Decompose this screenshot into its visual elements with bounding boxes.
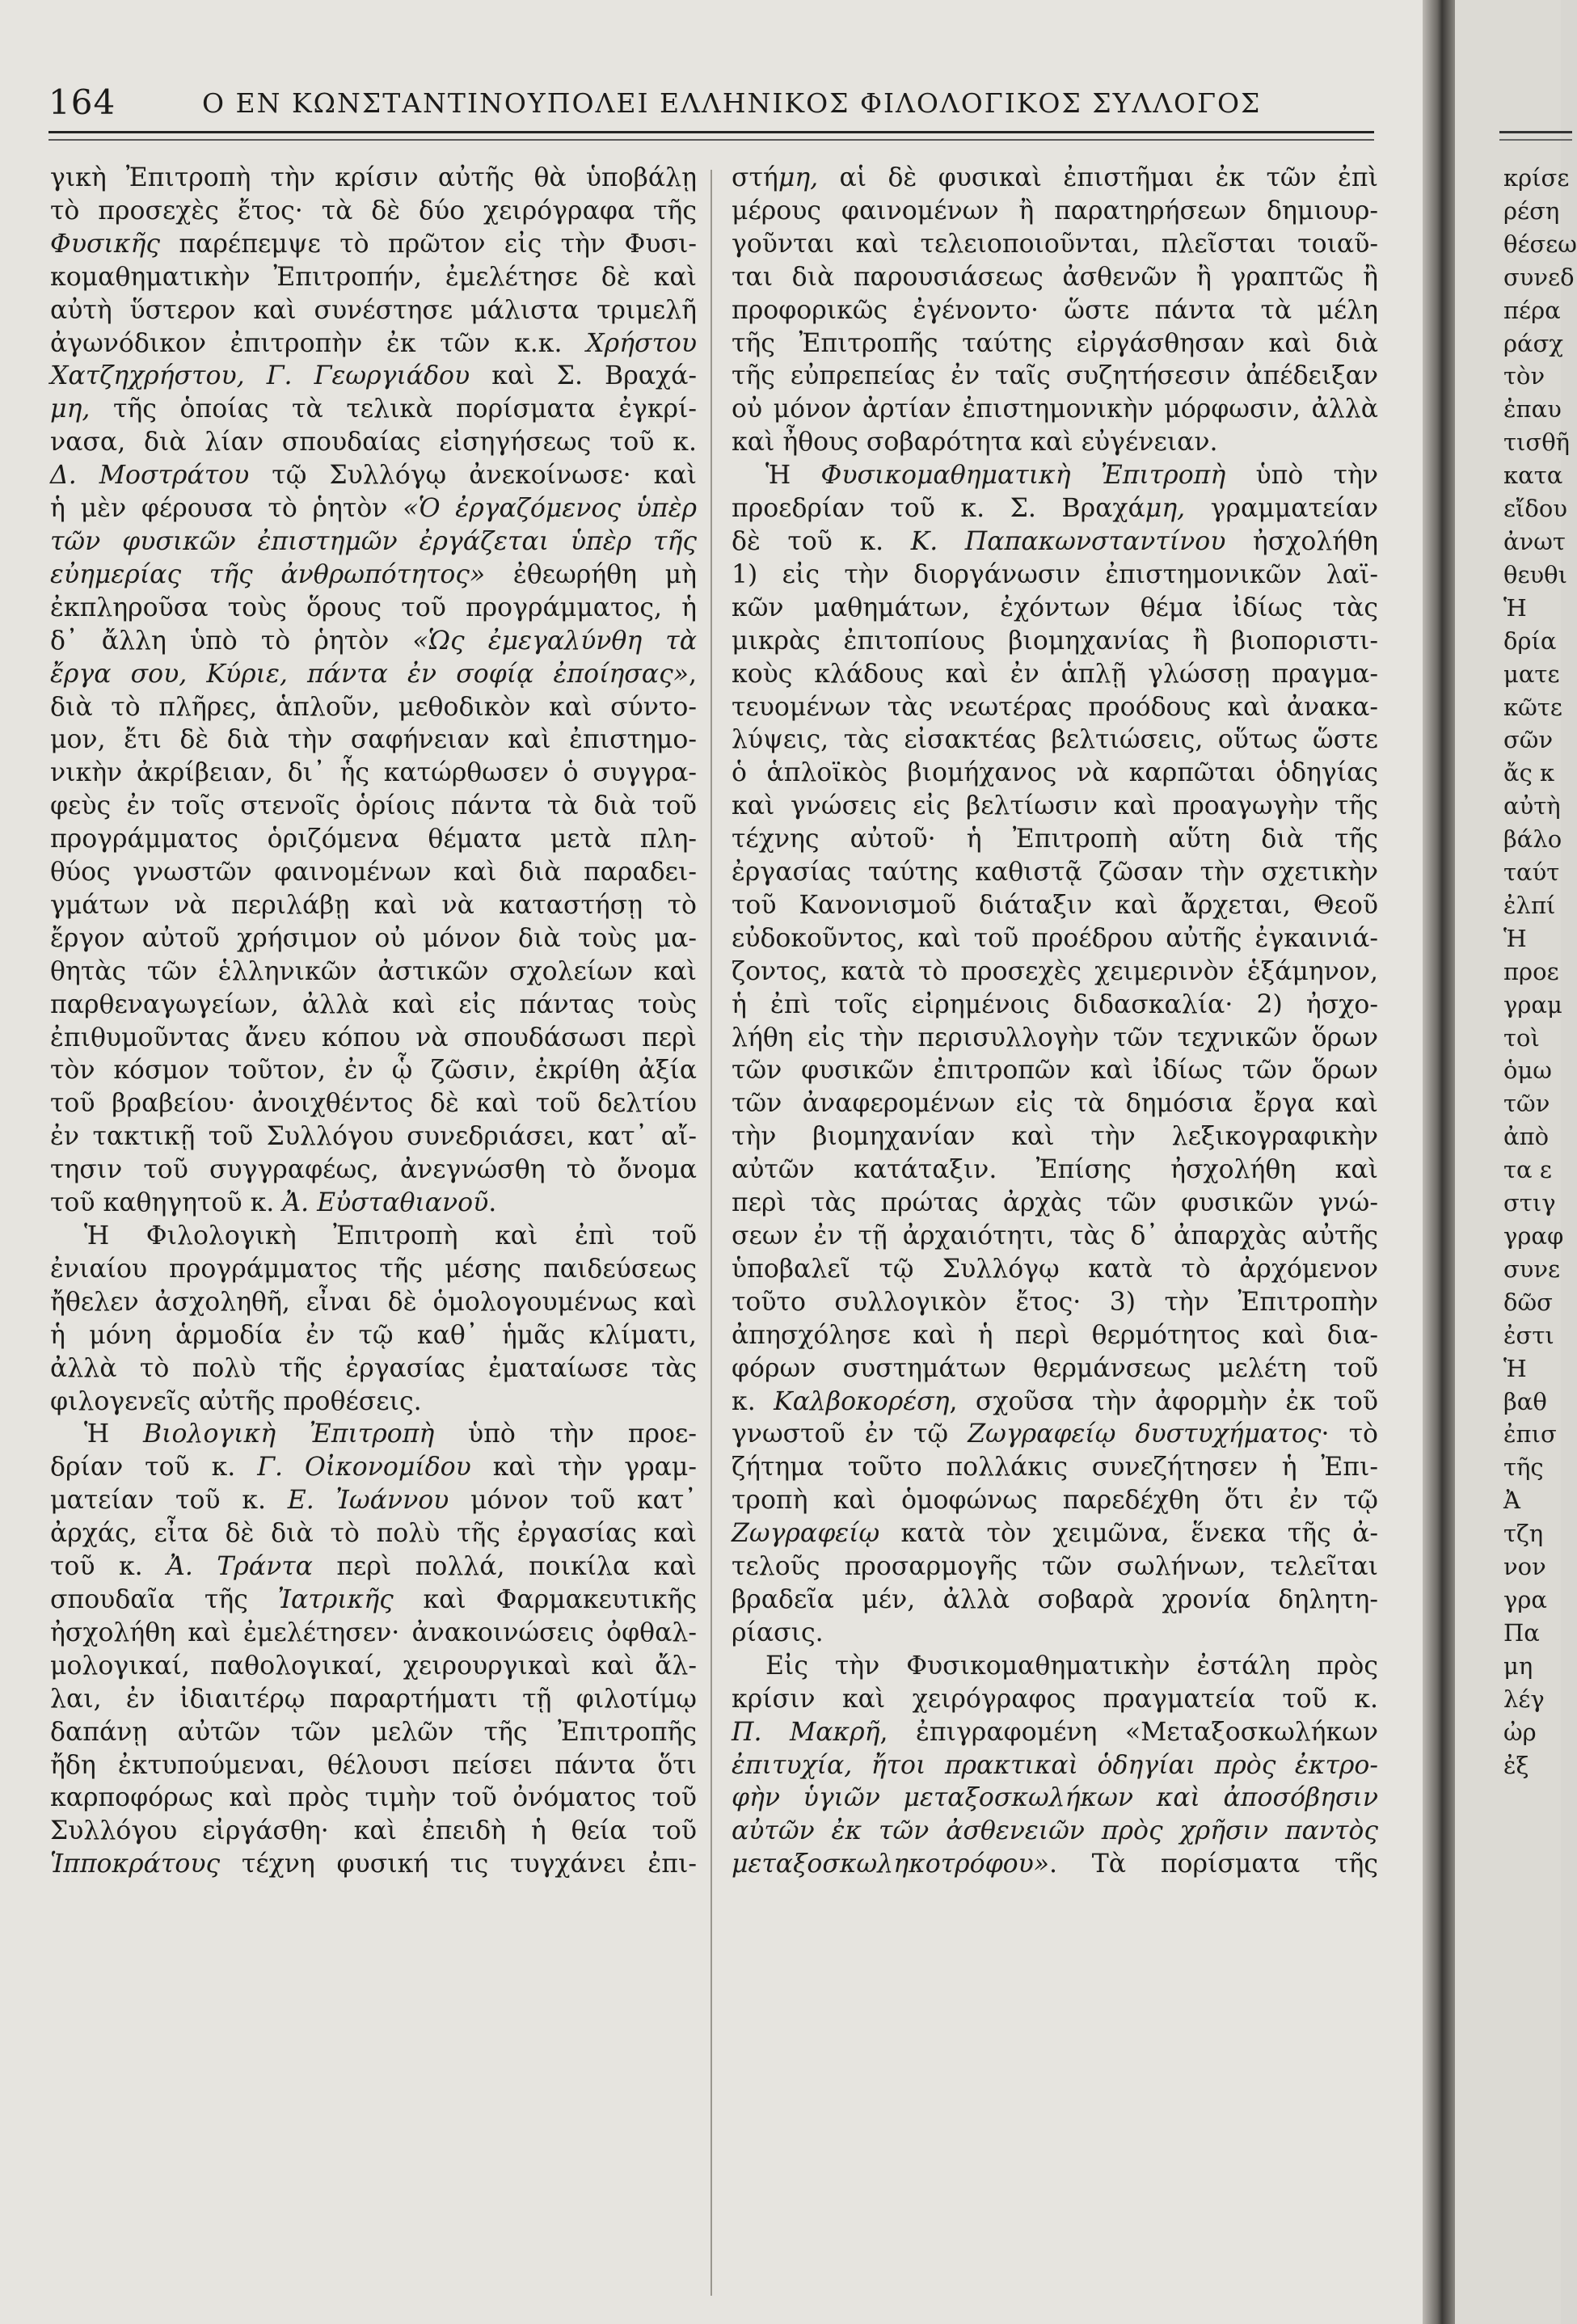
text-line: τὸν κόσμον τοῦτον, ἐν ᾧ ζῶσιν, ἐκρίθη ἀξία [50,1056,697,1086]
facing-page-fragment: πέρα [1503,296,1561,324]
text-line: διὰ τὸ πλῆρες, ἁπλοῦν, μεθοδικὸν καὶ σύντο- [50,692,697,722]
text-line: μολογικαί, παθολογικαί, χειρουργικαὶ καὶ ἄλ- [50,1651,697,1681]
facing-page-fragment: ἀνωτ [1503,527,1566,555]
text-line: τέχνης αὐτοῦ· ἡ Ἐπιτροπὴ αὕτη διὰ τῆς [732,825,1378,854]
text-line: ἀρχάς, εἶτα δὲ διὰ τὸ πολὺ τῆς ἐργασίας καὶ [50,1519,697,1549]
facing-page-fragment: κατα [1503,462,1563,490]
text-line: λήθη εἰς τὴν περισυλλογὴν τῶν τεχνικῶν ὅρων [732,1023,1378,1052]
text-line: ἐπιτυχία, ἤτοι πρακτικαὶ ὁδηγίαι πρὸς ἐκτρο- [732,1750,1378,1780]
facing-page-fragment: τισθῆ [1503,428,1571,457]
text-line: ζοντος, κατὰ τὸ προσεχὲς χειμερινὸν ἑξάμηνον, [732,956,1378,986]
text-line: βραδεῖα μέν, ἀλλὰ σοβαρὰ χρονία δηλητη- [732,1584,1378,1614]
text-line: τελοῦς προσαρμογῆς τῶν σωλήνων, τελεῖται [732,1552,1378,1582]
text-line: Χατζηχρήστου, Γ. Γεωργιάδου καὶ Σ. Βραχά- [50,361,697,391]
text-line: Ἡ Βιολογικὴ Ἐπιτροπὴ ὑπὸ τὴν προε- [84,1419,697,1449]
text-line: Π. Μακρῆ, ἐπιγραφομένη «Μεταξοσκωλήκων [732,1717,1378,1747]
text-line: Ζωγραφείῳ κατὰ τὸν χειμῶνα, ἕνεκα τῆς ἀ- [732,1519,1378,1549]
text-line: δρίαν τοῦ κ. Γ. Οἰκονομίδου καὶ τὴν γραμ- [50,1453,697,1483]
text-line: ἡ ἐπὶ τοῖς εἰρημένοις διδασκαλία· 2) ἠσχο- [732,989,1378,1019]
text-line: λύψεις, τὰς εἰσακτέας βελτιώσεις, οὕτως ὥστε [732,725,1378,755]
facing-page-fragment: στιγ [1503,1189,1556,1217]
text-line: κοὺς κλάδους καὶ ἐν ἁπλῇ γλώσσῃ πραγμα- [732,659,1378,689]
text-line: ἔργον αὐτοῦ χρήσιμον οὐ μόνον διὰ τοὺς μα- [50,923,697,953]
text-line: Συλλόγου εἰργάσθη· καὶ ἐπειδὴ ἡ θεία τοῦ [50,1816,697,1846]
text-line: τῆς εὐπρεπείας ἐν ταῖς συζητήσεσιν ἀπέδειξαν [732,361,1378,391]
header-title: Ο ΕΝ ΚΩΝΣΤΑΝΤΙΝΟΥΠΟΛΕΙ ΕΛΛΗΝΙΚΟΣ ΦΙΛΟΛΟΓΙΚΟΣ ΣΥΛΛΟΓΟΣ [202,87,1262,119]
text-line: αὐτῶν ἐκ τῶν ἀσθενειῶν πρὸς χρῆσιν παντὸς [732,1816,1378,1846]
facing-page-fragment: βάλο [1503,825,1562,854]
text-line: ἀγωνόδικον ἐπιτροπὴν ἐκ τῶν κ.κ. Χρήστου [50,328,697,358]
text-line: γμάτων νὰ περιλάβῃ καὶ νὰ καταστήσῃ τὸ [50,890,697,920]
text-line: καὶ ἦθους σοβαρότητα καὶ εὐγένειαν. [732,428,1218,458]
facing-page-fragment: τζη [1503,1520,1544,1548]
facing-page-fragment: ράσχ [1503,329,1564,357]
facing-header-rule-thin [1499,139,1572,141]
text-line: ἐκπληροῦσα τοὺς ὅρους τοῦ προγράμματος, ἡ [50,593,697,622]
text-line: κομαθηματικὴν Ἐπιτροπήν, ἐμελέτησε δὲ καὶ [50,262,697,292]
facing-page-fragment: δῶσ [1503,1288,1553,1316]
text-line: τροπὴ καὶ ὁμοφώνως παρεδέχθη ὅτι ἐν τῷ [732,1486,1378,1516]
text-line: ἀπησχόλησε καὶ ἡ περὶ θερμότητος καὶ δια- [732,1320,1378,1350]
text-line: ἠσχολήθη καὶ ἐμελέτησεν· ἀνακοινώσεις ὀφθαλ- [50,1618,697,1647]
text-line: φεὺς ἐν τοῖς στενοῖς ὁρίοις πάντα τὰ διὰ τοῦ [50,791,697,821]
facing-page-fragment: αὐτὴ [1503,792,1561,820]
page-number: 164 [48,82,116,122]
text-line: 1) εἰς τὴν διοργάνωσιν ἐπιστημονικῶν λαϊ- [732,559,1378,589]
text-line: μη, τῆς ὁποίας τὰ τελικὰ πορίσματα ἐγκρί- [50,394,697,424]
text-line: καρποφόρως καὶ πρὸς τιμὴν τοῦ ὀνόματος τοῦ [50,1783,697,1813]
text-line: γοῦνται καὶ τελειοποιοῦνται, πλεῖσται τοιαῦ- [732,229,1378,259]
facing-page-fragment: κῶτε [1503,693,1562,721]
facing-page-fragment: ἐπισ [1503,1420,1557,1449]
facing-page-fragment: τοὶ [1503,1023,1540,1052]
text-line: τοῦ κ. Ἀ. Τράντα περὶ πολλά, ποικίλα καὶ [50,1552,697,1582]
text-line: τοῦτο συλλογικὸν ἔτος· 3) τὴν Ἐπιτροπὴν [732,1287,1378,1317]
text-line: δὲ τοῦ κ. Κ. Παπακωνσταντίνου ἠσχολήθη [732,526,1378,556]
facing-page-fragment: νον [1503,1553,1546,1581]
text-line: ἐπιθυμοῦντας ἄνευ κόπου νὰ σπουδάσωσι περὶ [50,1023,697,1052]
text-line: ρίασις. [732,1618,824,1647]
text-line: τησιν τοῦ συγγραφέως, ἀνεγνώσθη τὸ ὄνομα [50,1155,697,1185]
facing-page-fragment: συνε [1503,1255,1561,1283]
facing-page-fragment: Ἀ [1503,1487,1520,1515]
text-line: τῶν ἀναφερομένων εἰς τὰ δημόσια ἔργα καὶ [732,1089,1378,1119]
text-line: νικὴν ἀκρίβειαν, δι᾿ ἧς κατώρθωσεν ὁ συγγρα- [50,758,697,788]
text-line: σπουδαῖα τῆς Ἰατρικῆς καὶ Φαρμακευτικῆς [50,1584,697,1614]
running-head [48,74,1374,123]
text-line: ἡ μόνη ἁρμοδία ἐν τῷ καθ᾿ ἡμᾶς κλίματι, [50,1320,697,1350]
text-line: νασα, διὰ λίαν σπουδαίας εἰσηγήσεως τοῦ κ. [50,428,697,458]
facing-page-fragment: τῶν [1503,1090,1550,1118]
facing-page-fragment: ἐξ [1503,1751,1529,1779]
text-line: ἐργασίας ταύτης καθιστᾷ ζῶσαν τὴν σχετικὴν [732,858,1378,888]
text-line: μον, ἔτι δὲ διὰ τὴν σαφήνειαν καὶ ἐπιστημο- [50,725,697,755]
facing-page-fragment: Ἡ [1503,1354,1527,1382]
facing-page-fragment: Πα [1503,1618,1540,1647]
facing-page-fragment: κρίσε [1503,164,1570,192]
facing-page-fragment: ἐστι [1503,1321,1554,1349]
text-line: Δ. Μοστράτου τῷ Συλλόγῳ ἀνεκοίνωσε· καὶ [50,461,697,491]
facing-page-fragment: ἐπαυ [1503,395,1562,424]
text-line: κ. Καλβοκορέση, σχοῦσα τὴν ἀφορμὴν ἐκ τοῦ [732,1386,1378,1416]
text-line: προγράμματος ὁριζόμενα θέματα μετὰ πλη- [50,825,697,854]
text-line: τευομένων τὰς νεωτέρας προόδους καὶ ἀνακα- [732,692,1378,722]
text-line: ἀλλὰ τὸ πολὺ τῆς ἐργασίας ἐματαίωσε τὰς [50,1353,697,1383]
facing-page-edge [1455,0,1577,2324]
facing-page-fragment: ἐλπί [1503,891,1556,919]
left-column [50,162,697,1881]
text-line: κρίσιν καὶ χειρόγραφος πραγματεία τοῦ κ. [732,1684,1378,1714]
facing-page-fragment: ματε [1503,660,1560,688]
facing-page-fragment: ρέση [1503,196,1560,225]
facing-page-fragment: τῆς [1503,1453,1544,1482]
facing-page-fragment: λέγ [1503,1685,1545,1713]
text-line: καὶ γνώσεις εἰς βελτίωσιν καὶ προαγωγὴν τῆς [732,791,1378,821]
right-column [732,162,1378,1881]
text-line: τοῦ Κανονισμοῦ διάταξιν καὶ ἄρχεται, Θεοῦ [732,890,1378,920]
text-line: μικρὰς ἐπιτοπίους βιομηχανίας ἢ βιοποριστι- [732,626,1378,656]
facing-header-rule [1499,131,1572,133]
text-line: ἡ μὲν φέρουσα τὸ ῥητὸν «Ὁ ἐργαζόμενος ὑπὲρ [50,494,697,524]
text-line: φιλογενεῖς αὐτῆς προθέσεις. [50,1386,422,1416]
facing-page-fragment: δρία [1503,626,1557,655]
text-line: σεων ἐν τῇ ἀρχαιότητι, τὰς δ᾿ ἀπαρχὰς αὐτῆς [732,1221,1378,1251]
text-line: γικὴ Ἐπιτροπὴ τὴν κρίσιν αὐτῆς θὰ ὑποβάλῃ [50,163,697,192]
facing-page-fragment: θέσεω [1503,230,1577,258]
text-line: ματείαν τοῦ κ. Ε. Ἰωάννου μόνον τοῦ κατ᾿ [50,1486,697,1516]
text-line: δαπάνῃ αὐτῶν τῶν μελῶν τῆς Ἐπιτροπῆς [50,1717,697,1747]
text-line: ζήτημα τοῦτο πολλάκις συνεζήτησεν ἡ Ἐπι- [732,1453,1378,1483]
text-line: τῆς Ἐπιτροπῆς ταύτης εἰργάσθησαν καὶ διὰ [732,328,1378,358]
text-line: αὐτὴ ὕστερον καὶ συνέστησε μάλιστα τριμελῆ [50,295,697,325]
text-line: περὶ τὰς πρώτας ἀρχὰς τῶν φυσικῶν γνώ- [732,1188,1378,1218]
text-line: προεδρίαν τοῦ κ. Σ. Βραχάμη, γραμματείαν [732,494,1378,524]
header-rule [48,131,1374,133]
text-line: μέρους φαινομένων ἢ παρατηρήσεων δημιουρ- [732,196,1378,226]
text-line: Ἡ Φυσικομαθηματικὴ Ἐπιτροπὴ ὑπὸ τὴν [765,461,1378,491]
text-line: ἔργα σου, Κύριε, πάντα ἐν σοφίᾳ ἐποίησας», [50,659,697,689]
text-line: ἐν τακτικῇ τοῦ Συλλόγου συνεδριάσει, κατ᾿ αἴ- [50,1122,697,1152]
facing-page-fragment: ταύτ [1503,858,1560,887]
text-line: δ᾿ ἄλλη ὑπὸ τὸ ῥητὸν «Ὡς ἐμεγαλύνθη τὰ [50,626,697,656]
text-line: ὑποβαλεῖ τῷ Συλλόγῳ κατὰ τὸ ἀρχόμενον [732,1254,1378,1284]
text-line: φὴν ὑγιῶν μεταξοσκωλήκων καὶ ἀποσόβησιν [732,1783,1378,1813]
text-line: φόρων συστημάτων θερμάνσεως μελέτη τοῦ [732,1353,1378,1383]
text-line: στήμη, αἱ δὲ φυσικαὶ ἐπιστῆμαι ἐκ τῶν ἐπὶ [732,163,1378,192]
text-line: Εἰς τὴν Φυσικομαθηματικὴν ἐστάλη πρὸς [765,1651,1378,1681]
text-line: λαι, ἐν ἰδιαιτέρῳ παραρτήματι τῇ φιλοτίμῳ [50,1684,697,1714]
facing-page-fragment: ἄς κ [1503,759,1555,787]
text-line: μεταξοσκωληκοτρόφου». Τὰ πορίσματα τῆς [732,1849,1378,1879]
text-line: τῶν φυσικῶν ἐπιστημῶν ἐργάζεται ὑπὲρ τῆς [50,526,697,556]
facing-page-fragment: ὠρ [1503,1718,1537,1746]
text-line: κῶν μαθημάτων, ἐχόντων θέμα ἰδίως τὰς [732,593,1378,622]
facing-page-fragment: τα ε [1503,1156,1552,1184]
text-line: εὐδοκοῦντος, καὶ τοῦ προέδρου αὐτῆς ἐγκαινιά- [732,923,1378,953]
text-line: παρθεναγωγείων, ἀλλὰ καὶ εἰς πάντας τοὺς [50,989,697,1019]
text-line: ἤθελεν ἀσχοληθῆ, εἶναι δὲ ὁμολογουμένως καὶ [50,1287,697,1317]
facing-page-fragment: ἀπὸ [1503,1123,1550,1151]
facing-page-fragment: εἴδου [1503,495,1567,523]
facing-page-fragment: Ἡ [1503,924,1527,952]
text-line: προφορικῶς ἐγένοντο· ὥστε πάντα τὰ μέλη [732,295,1378,325]
facing-page-fragment: συνεδ [1503,263,1575,291]
text-line: ἤδη ἐκτυπούμεναι, θέλουσι πείσει πάντα ὅτι [50,1750,697,1780]
facing-page-fragment: βαθ [1503,1387,1547,1415]
facing-page-fragment: θευθι [1503,560,1567,588]
text-line: γνωστοῦ ἐν τῷ Ζωγραφείῳ δυστυχήματος· τὸ [732,1419,1378,1449]
text-line: ὁ ἁπλοϊκὸς βιομήχανος νὰ καρπῶται ὁδηγίας [732,758,1378,788]
book-gutter [1423,0,1455,2324]
column-divider [710,170,712,2296]
text-line: οὐ μόνον ἀρτίαν ἐπιστημονικὴν μόρφωσιν, ἀλλὰ [732,394,1378,424]
facing-page-fragment: ὁμω [1503,1057,1552,1085]
text-line: ται διὰ παρουσιάσεως ἀσθενῶν ἢ γραπτῶς ἢ [732,262,1378,292]
text-line: τῶν φυσικῶν ἐπιτροπῶν καὶ ἰδίως τῶν ὅρων [732,1056,1378,1086]
text-line: Ἡ Φιλολογικὴ Ἐπιτροπὴ καὶ ἐπὶ τοῦ [84,1221,697,1251]
facing-page-text-fragments [1455,162,1577,1782]
text-line: θητὰς τῶν ἑλληνικῶν ἀστικῶν σχολείων καὶ [50,956,697,986]
text-line: θύος γνωστῶν φαινομένων καὶ διὰ παραδει- [50,858,697,888]
facing-page-fragment: γραφ [1503,1222,1564,1250]
facing-page-fragment: σῶν [1503,726,1554,754]
text-line: τὸ προσεχὲς ἔτος· τὰ δὲ δύο χειρόγραφα τῆς [50,196,697,226]
facing-page-fragment: γραμ [1503,990,1562,1019]
text-line: τοῦ βραβείου· ἀνοιχθέντος δὲ καὶ τοῦ δελτίου [50,1089,697,1119]
text-line: τὴν βιομηχανίαν καὶ τὴν λεξικογραφικὴν [732,1122,1378,1152]
facing-page-fragment: γρα [1503,1585,1547,1613]
facing-page-fragment: προε [1503,957,1559,985]
text-line: τοῦ καθηγητοῦ κ. Ἀ. Εὐσταθιανοῦ. [50,1188,497,1218]
text-line: ἐνιαίου προγράμματος τῆς μέσης παιδεύσεως [50,1254,697,1284]
text-line: Φυσικῆς παρέπεμψε τὸ πρῶτον εἰς τὴν Φυσι- [50,229,697,259]
text-line: αὐτῶν κατάταξιν. Ἐπίσης ἠσχολήθη καὶ [732,1155,1378,1185]
facing-page-fragment: τὸν [1503,362,1545,390]
header-rule-thin [48,139,1374,141]
text-line: εὐημερίας τῆς ἀνθρωπότητος» ἐθεωρήθη μὴ [50,559,697,589]
facing-page-fragment: μη [1503,1651,1533,1680]
facing-page-fragment: Ἡ [1503,593,1527,622]
text-line: Ἱπποκράτους τέχνη φυσική τις τυγχάνει ἐπι- [50,1849,697,1879]
